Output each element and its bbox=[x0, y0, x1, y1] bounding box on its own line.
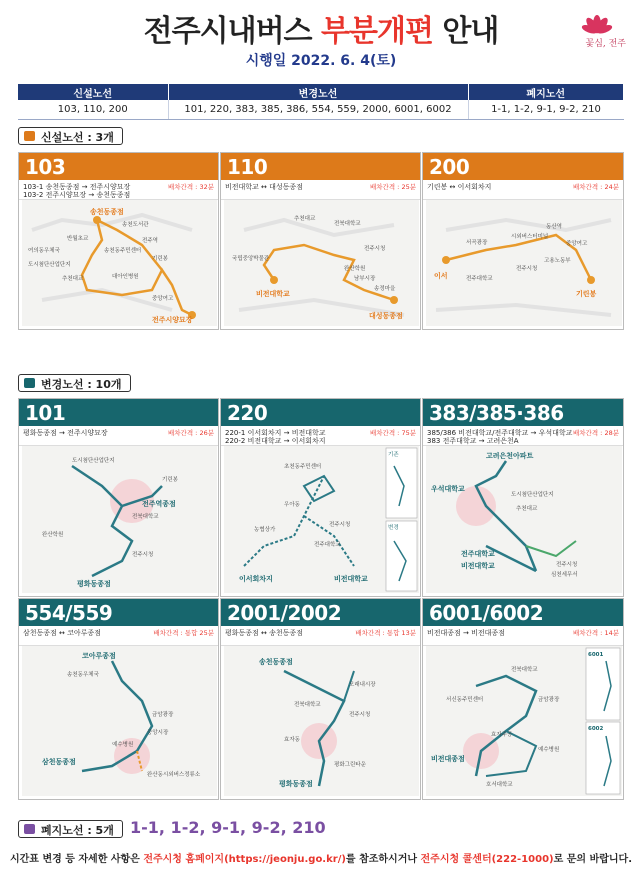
map-label: 전주대학교 bbox=[314, 542, 341, 548]
route-interval: 배차간격 : 14분 bbox=[573, 629, 619, 637]
map-label: 전주시청 bbox=[349, 712, 371, 718]
map-label: 완산동시외버스정류소 bbox=[147, 772, 201, 778]
map-label: 반월초교 bbox=[67, 236, 89, 242]
map-label: 이서회차지 bbox=[239, 575, 273, 583]
map-label: 중앙여고 bbox=[152, 296, 174, 302]
map-label: 전북대학교 bbox=[132, 514, 159, 520]
route-panel-554-559 bbox=[18, 598, 219, 800]
title-end: 안내 bbox=[442, 14, 499, 49]
route-number: 2001/2002 bbox=[221, 599, 420, 626]
route-desc-1: 비전대학교 ↔ 대성동종점 bbox=[225, 183, 303, 191]
route-map bbox=[426, 200, 622, 326]
route-interval: 배차간격 : 75분 bbox=[370, 429, 416, 437]
route-panel-220 bbox=[220, 398, 421, 597]
map-label: 전주대학교 bbox=[466, 276, 493, 282]
map-label: 우아동 bbox=[284, 502, 300, 508]
map-label: 전주시청 bbox=[364, 246, 386, 252]
map-label: 고용노동부 bbox=[544, 258, 571, 264]
map-label: 전주시청 bbox=[329, 522, 351, 528]
map-label: 대성동종점 bbox=[369, 312, 403, 320]
map-label: 중앙여고 bbox=[566, 241, 588, 247]
inset-label: 변경 bbox=[388, 525, 399, 531]
route-interval: 배차간격 : 28분 bbox=[573, 429, 619, 437]
route-info bbox=[221, 180, 420, 200]
route-panel-110 bbox=[220, 152, 421, 330]
map-label: 삼천동종점 bbox=[42, 758, 76, 766]
map-label: 송천동종점 bbox=[90, 208, 124, 216]
map-label: 전주역 bbox=[142, 238, 158, 244]
inset-label: 기존 bbox=[388, 452, 399, 458]
map-label: 평화동종점 bbox=[77, 580, 111, 588]
map-label: 기린봉 bbox=[576, 290, 597, 298]
route-interval: 배차간격 : 26분 bbox=[168, 429, 214, 437]
map-label: 중앙시장 bbox=[147, 730, 169, 736]
route-desc-2: 383 전주대학교 → 고려은천A bbox=[427, 437, 519, 446]
pin-icon bbox=[24, 378, 35, 388]
removed-routes-label-text: 폐지노선 : 5개 bbox=[41, 824, 114, 837]
footer-suffix: 로 문의 바랍니다. bbox=[553, 854, 633, 865]
map-label: 송정마을 bbox=[374, 286, 396, 292]
map-label: 추천대교 bbox=[516, 506, 538, 512]
route-info bbox=[19, 626, 218, 646]
map-label: 전주시양묘장 bbox=[152, 316, 193, 324]
map-label: 국립중앙박물관 bbox=[232, 256, 270, 262]
route-map bbox=[224, 200, 419, 326]
removed-routes-list: 1-1, 1-2, 9-1, 9-2, 210 bbox=[130, 818, 326, 837]
map-label: 대아인병원 bbox=[112, 274, 139, 280]
summary-value-removed: 1-1, 1-2, 9-1, 9-2, 210 bbox=[468, 100, 624, 119]
route-desc-1: 평화동종점 ↔ 송천동종점 bbox=[225, 629, 303, 637]
route-desc-1: 220-1 이서회차지 → 비전대학교 bbox=[225, 429, 326, 437]
route-number: 101 bbox=[19, 399, 218, 426]
route-desc-1: 기린봉 ↔ 이서회차지 bbox=[427, 183, 492, 191]
inset-label: 6001 bbox=[588, 652, 604, 658]
route-interval: 배차간격 : 32분 bbox=[168, 183, 214, 191]
map-label: 고려은천아파트 bbox=[486, 452, 534, 460]
route-number: 103 bbox=[19, 153, 218, 180]
map-label: 여의동우체국 bbox=[28, 248, 60, 254]
map-label: 전주시청 bbox=[556, 562, 578, 568]
route-desc-1: 삼천동종점 ↔ 코아루종점 bbox=[23, 629, 101, 637]
route-info bbox=[19, 426, 218, 446]
map-label: 동산역 bbox=[546, 224, 562, 230]
map-label: 평화동종점 bbox=[279, 780, 313, 788]
route-number: 110 bbox=[221, 153, 420, 180]
map-label: 추천대교 bbox=[294, 216, 316, 222]
map-label: 호서대학교 bbox=[486, 782, 513, 788]
title-main: 전주시내버스 bbox=[143, 14, 312, 49]
route-info bbox=[423, 626, 623, 646]
route-interval: 배차간격 : 통합 13분 bbox=[355, 629, 416, 637]
map-label: 비전대학교 bbox=[461, 562, 495, 570]
route-info bbox=[221, 626, 420, 646]
route-number: 554/559 bbox=[19, 599, 218, 626]
summary-header-removed: 폐지노선 bbox=[468, 84, 624, 100]
route-desc-1: 385/386 비전대학교/전주대학교 → 우석대학교 bbox=[427, 429, 573, 437]
map-label: 금암광장 bbox=[538, 697, 560, 703]
route-desc-1: 평화동종점 → 전주시양묘장 bbox=[23, 429, 108, 437]
changed-routes-label-text: 변경노선 : 10개 bbox=[41, 378, 122, 391]
map-label: 코아루종점 bbox=[82, 652, 116, 660]
title-accent: 부분개편 bbox=[321, 14, 433, 49]
route-panel-103 bbox=[18, 152, 219, 330]
map-label: 시외버스터미널 bbox=[511, 234, 549, 240]
map-label: 전북대학교 bbox=[511, 667, 538, 673]
route-desc-2: 103-2 전주시양묘장 → 송천동종점 bbox=[23, 191, 131, 200]
route-number: 383/385·386 bbox=[423, 399, 623, 426]
route-map bbox=[22, 446, 217, 593]
map-label: 예수병원 bbox=[112, 742, 134, 748]
map-label: 도시첨단산업단지 bbox=[511, 492, 554, 498]
map-label: 모래내시장 bbox=[349, 682, 376, 688]
bus-stop-icon bbox=[24, 824, 35, 834]
map-label: 기린봉 bbox=[152, 256, 168, 262]
map-label: 비전대학교 bbox=[256, 290, 290, 298]
map-label: 전주대학교 bbox=[461, 550, 495, 558]
route-desc-2: 220-2 비전대학교 → 이서회차지 bbox=[225, 437, 326, 446]
map-label: 송천동주민센터 bbox=[104, 248, 142, 254]
route-info bbox=[19, 180, 218, 200]
map-label: 효자주공 bbox=[491, 732, 513, 738]
map-label: 완산학원 bbox=[42, 532, 64, 538]
route-number: 6001/6002 bbox=[423, 599, 623, 626]
footer-homepage-link[interactable]: 전주시청 홈페이지(https://jeonju.go.kr/) bbox=[143, 854, 346, 865]
map-label: 도시첨단산업단지 bbox=[72, 458, 115, 464]
map-label: 이서 bbox=[434, 272, 448, 280]
map-label: 송천동우체국 bbox=[67, 672, 99, 678]
summary-value-new: 103, 110, 200 bbox=[18, 100, 168, 119]
new-routes-label-text: 신설노선 : 3개 bbox=[41, 131, 114, 144]
map-label: 남부시장 bbox=[354, 276, 376, 282]
route-number: 220 bbox=[221, 399, 420, 426]
bus-icon bbox=[24, 131, 35, 141]
page-title bbox=[0, 6, 642, 50]
route-map bbox=[224, 646, 419, 796]
map-label: 금암광장 bbox=[152, 712, 174, 718]
changed-routes-label bbox=[18, 374, 131, 392]
route-map bbox=[426, 646, 622, 796]
footer-callcenter: 전주시청 콜센터(222-1000) bbox=[420, 854, 554, 865]
route-panel-2001-2002 bbox=[220, 598, 421, 800]
jeonju-flower-logo-icon bbox=[570, 14, 624, 56]
route-panel-101 bbox=[18, 398, 219, 597]
summary-header-changed: 변경노선 bbox=[168, 84, 468, 100]
map-label: 서곡광장 bbox=[466, 240, 488, 246]
route-number: 200 bbox=[423, 153, 623, 180]
route-map bbox=[22, 646, 217, 796]
route-summary-table bbox=[18, 84, 624, 120]
route-interval: 배차간격 : 통합 25분 bbox=[153, 629, 214, 637]
removed-routes-label bbox=[18, 820, 123, 838]
map-label: 효자동 bbox=[284, 737, 300, 743]
summary-value-changed: 101, 220, 383, 385, 386, 554, 559, 2000, 6001, 6002 bbox=[168, 100, 468, 119]
map-label: 우석대학교 bbox=[431, 485, 465, 493]
map-label: 비전대종점 bbox=[431, 755, 465, 763]
map-label: 전주역종점 bbox=[142, 500, 176, 508]
map-label: 예수병원 bbox=[538, 747, 560, 753]
route-panel-383-385-386 bbox=[422, 398, 624, 597]
map-label: 전북대학교 bbox=[294, 702, 321, 708]
route-desc-1: 비전대종점 → 비전대종점 bbox=[427, 629, 505, 637]
map-label: 심천세무서 bbox=[551, 572, 578, 578]
effective-date: 시행일 2022. 6. 4(토) bbox=[245, 53, 397, 69]
map-label: 기린봉 bbox=[162, 477, 178, 483]
removed-routes-box bbox=[18, 818, 624, 840]
route-info bbox=[221, 426, 420, 446]
route-desc-1: 103-1 송천동종점 → 전주시양묘장 bbox=[23, 183, 131, 191]
map-label: 비전대학교 bbox=[334, 575, 368, 583]
new-routes-label bbox=[18, 127, 123, 145]
route-panel-6001-6002 bbox=[422, 598, 624, 800]
summary-header-new: 신설노선 bbox=[18, 84, 168, 100]
route-map bbox=[22, 200, 217, 326]
route-map bbox=[426, 446, 622, 593]
map-label: 농협상가 bbox=[254, 527, 276, 533]
inset-label: 6002 bbox=[588, 726, 604, 732]
map-label: 송천도서관 bbox=[122, 222, 149, 228]
route-interval: 배차간격 : 25분 bbox=[370, 183, 416, 191]
map-label: 도시첨단산업단지 bbox=[28, 262, 71, 268]
footer-middle: 를 참조하시거나 bbox=[345, 854, 421, 865]
route-info bbox=[423, 426, 623, 446]
route-interval: 배차간격 : 24분 bbox=[573, 183, 619, 191]
route-info bbox=[423, 180, 623, 200]
map-label: 추천대교 bbox=[62, 276, 84, 282]
footer-notice bbox=[0, 850, 642, 865]
map-label: 송천동종점 bbox=[259, 658, 293, 666]
map-label: 전북대학교 bbox=[334, 221, 361, 227]
map-label: 전주시청 bbox=[516, 266, 538, 272]
map-label: 평화그린타운 bbox=[334, 762, 366, 768]
logo-text: 꽃심, 전주 bbox=[585, 39, 626, 49]
map-label: 서신동주민센터 bbox=[446, 697, 484, 703]
map-label: 완산학원 bbox=[344, 266, 366, 272]
map-label: 초천동주민센터 bbox=[284, 464, 322, 470]
route-map bbox=[224, 446, 419, 593]
footer-prefix: 시간표 변경 등 자세한 사항은 bbox=[9, 854, 144, 865]
map-label: 전주시청 bbox=[132, 552, 154, 558]
route-panel-200 bbox=[422, 152, 624, 330]
